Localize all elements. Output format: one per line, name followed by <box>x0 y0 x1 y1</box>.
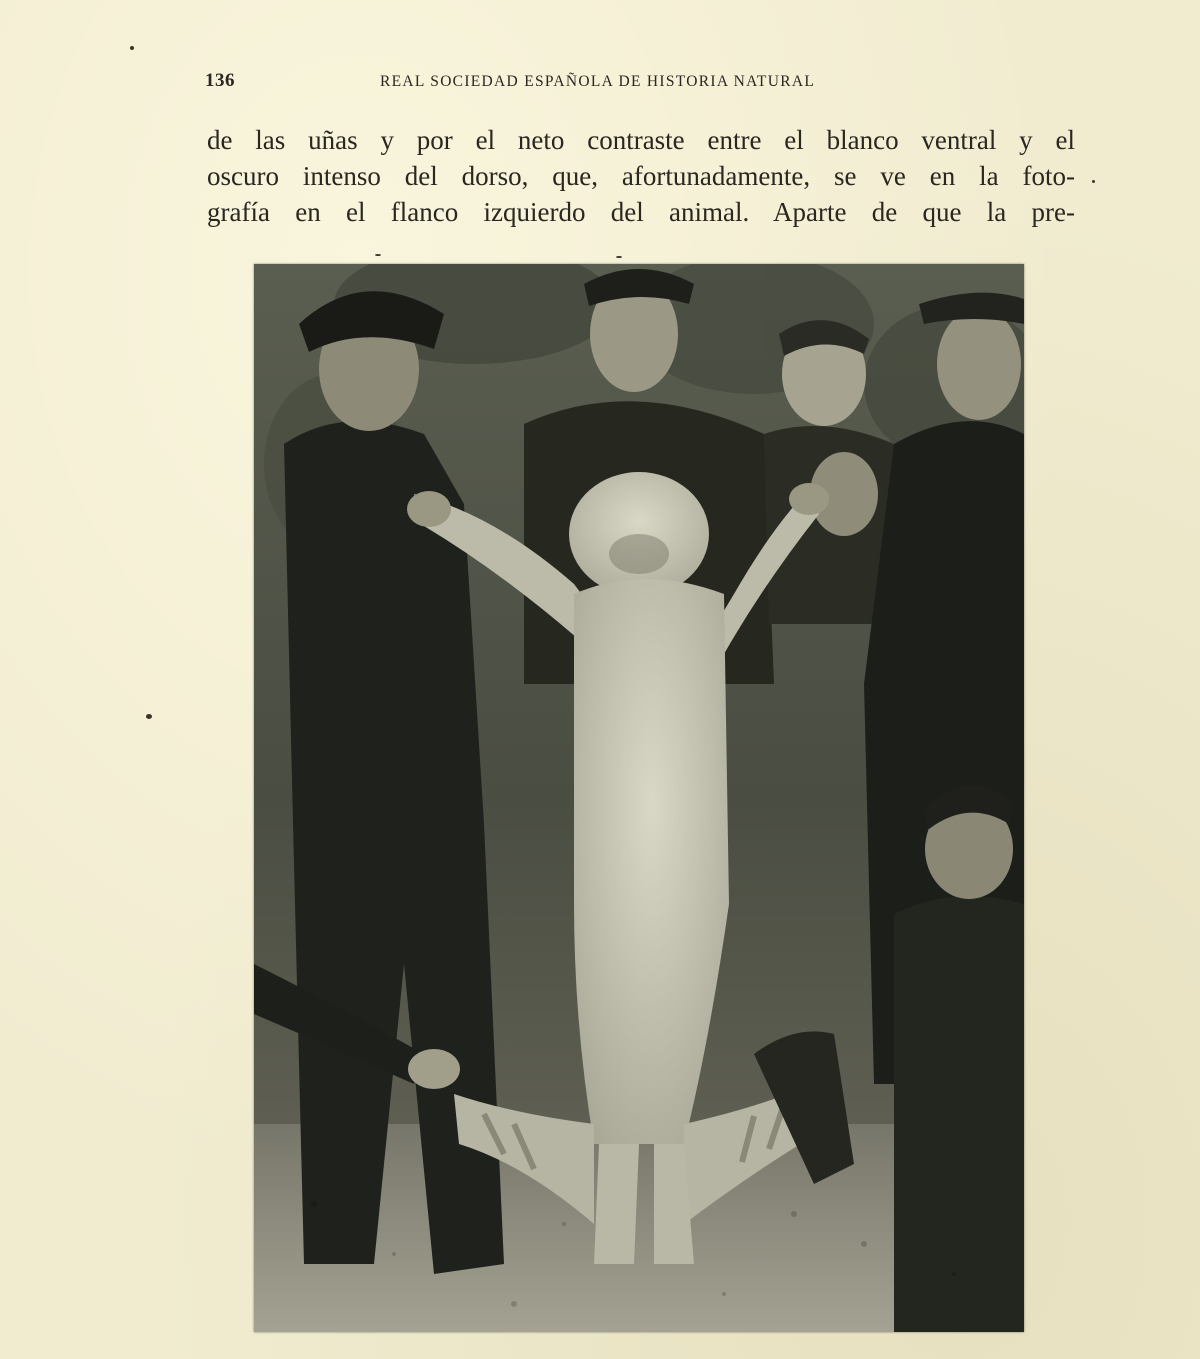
body-line-2: oscuro intenso del dorso, que, afortunadamente, se ve en la foto- <box>207 161 1075 191</box>
page-number: 136 <box>205 70 235 91</box>
print-speck <box>616 256 622 258</box>
photograph-illustration <box>254 264 1024 1332</box>
print-speck <box>1092 180 1095 183</box>
photograph-figure <box>254 264 1024 1332</box>
body-line-3: grafía en el flanco izquierdo del animal. Aparte de que la pre- <box>207 197 1075 227</box>
print-speck <box>130 46 134 50</box>
body-line-1: de las uñas y por el neto contraste entre el blanco ventral y el <box>207 125 1075 155</box>
body-paragraph <box>207 122 1075 230</box>
print-speck <box>375 254 381 256</box>
running-header <box>205 70 1075 98</box>
print-speck <box>146 714 152 719</box>
journal-title: REAL SOCIEDAD ESPAÑOLA DE HISTORIA NATURAL <box>380 73 816 90</box>
